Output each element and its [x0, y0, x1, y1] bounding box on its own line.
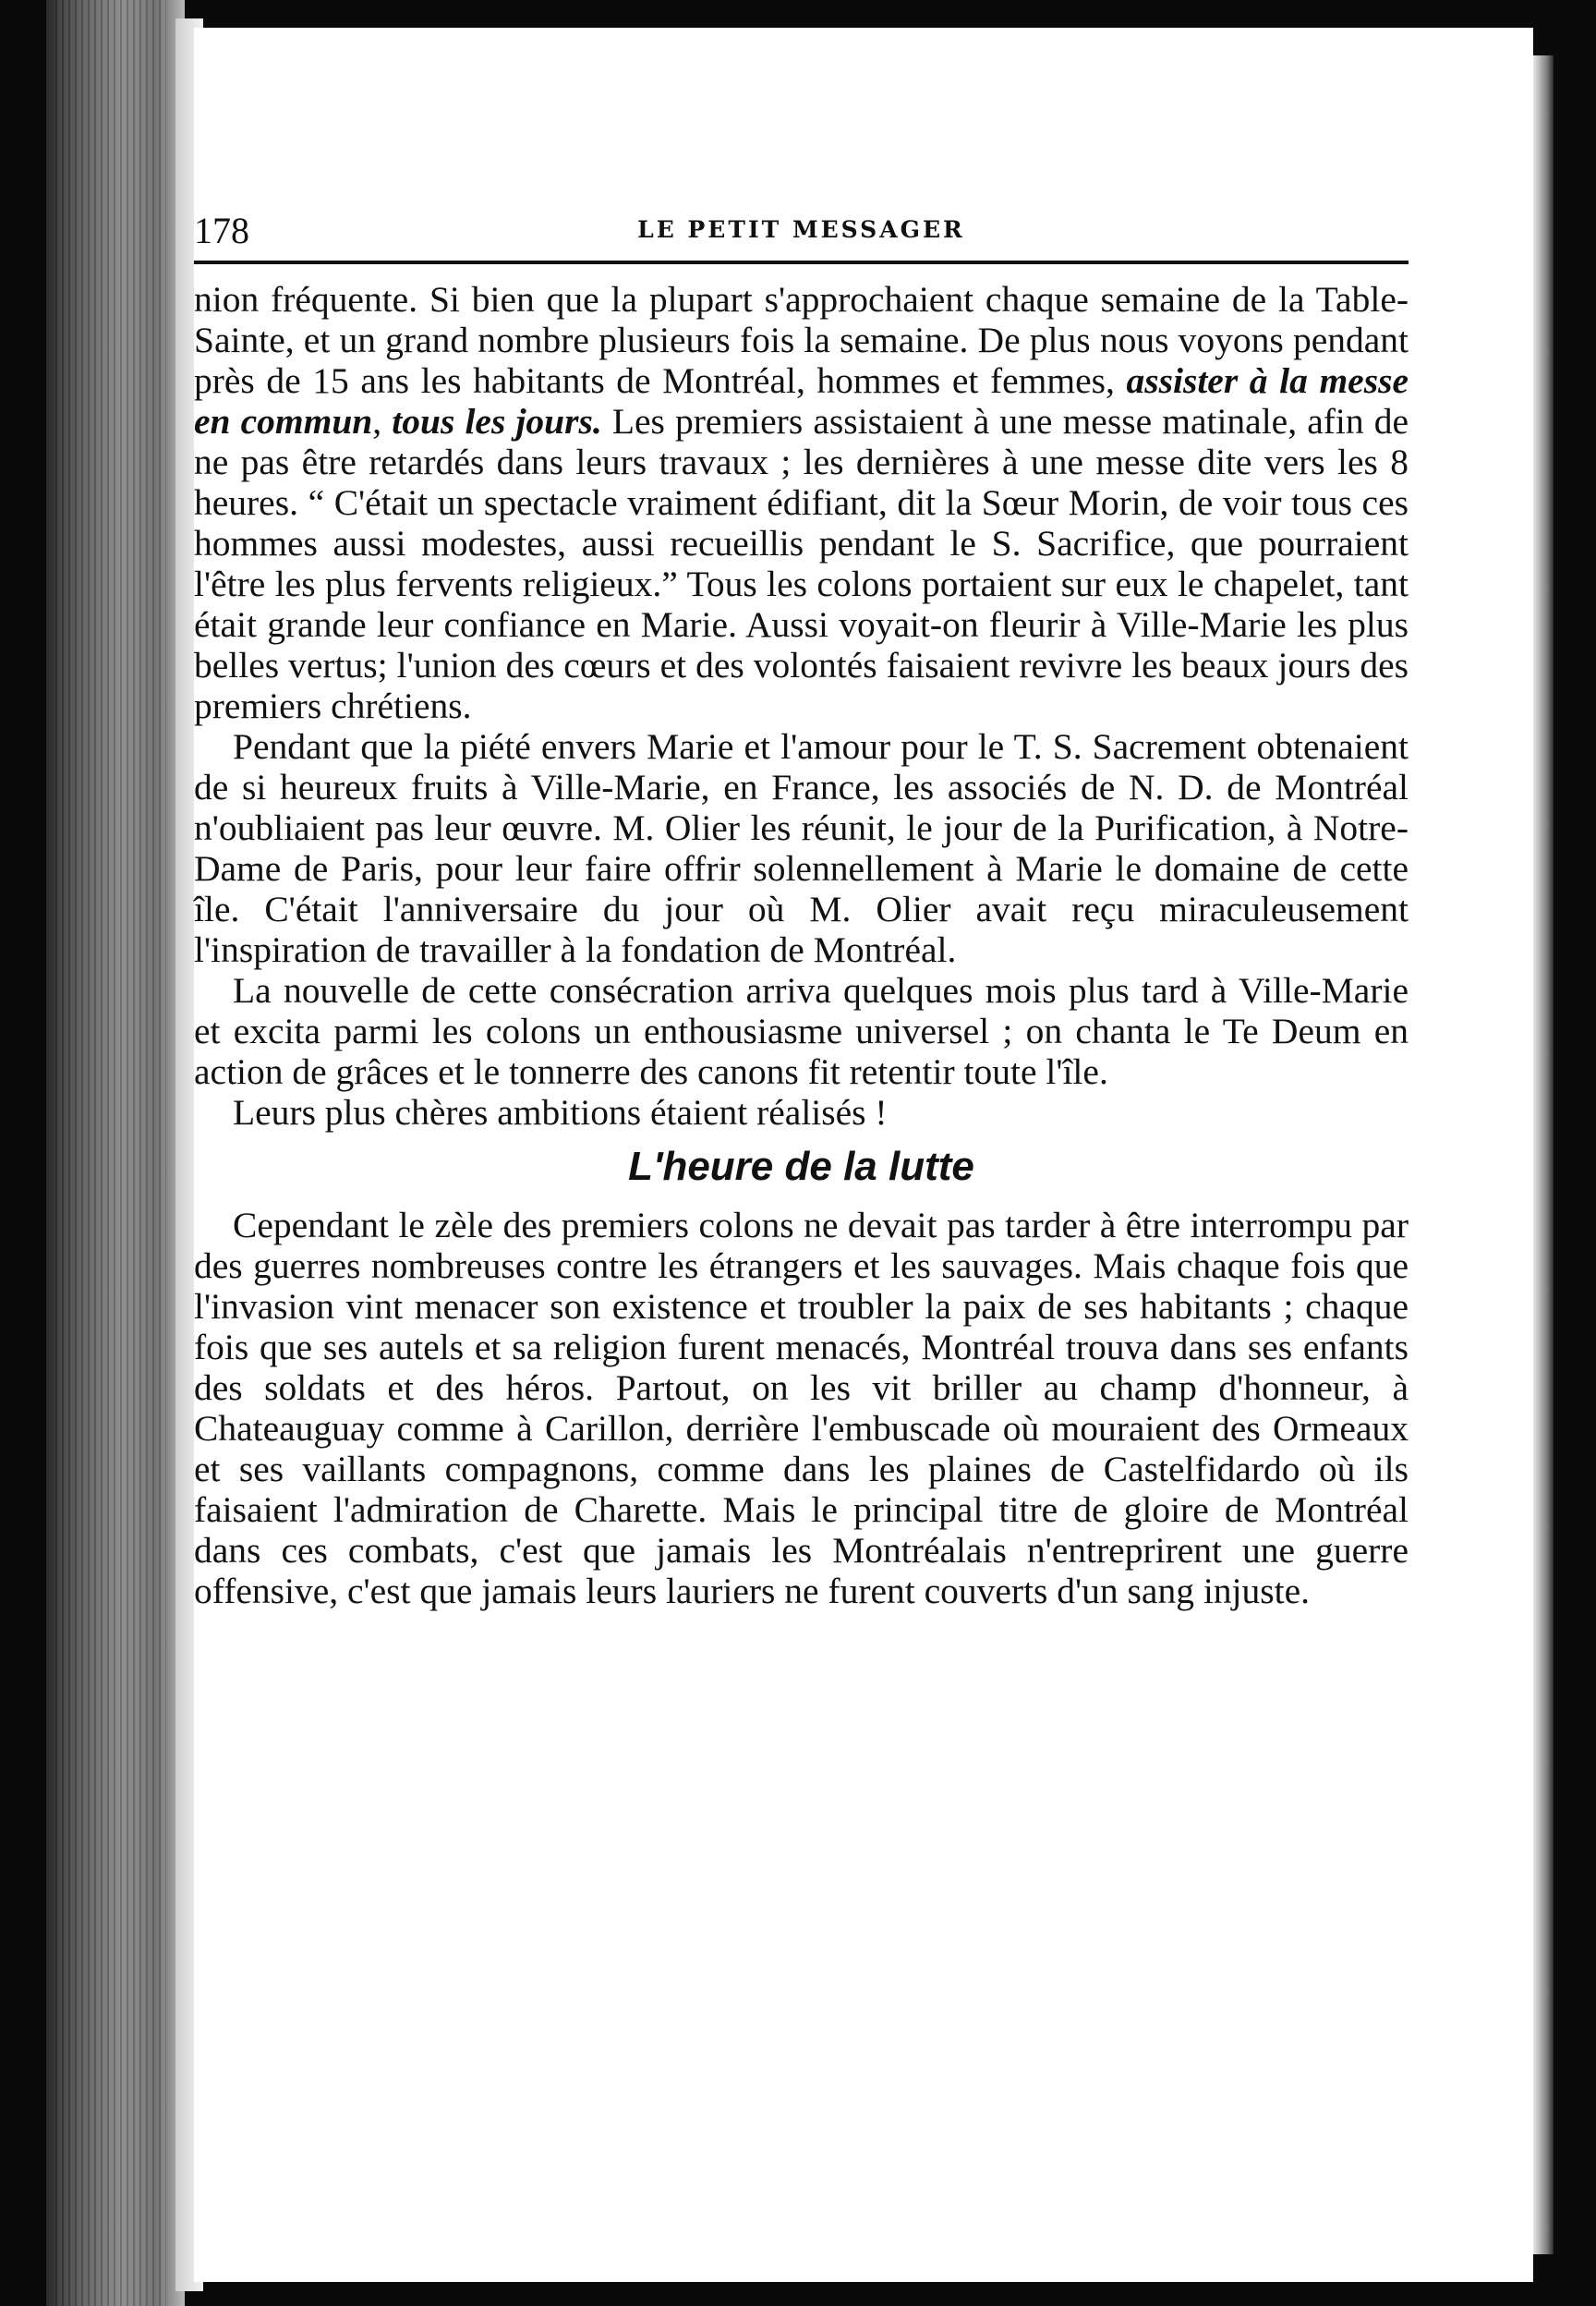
paragraph: Cependant le zèle des premiers colons ne devait pas tarder à être interrompu par des guerres nombreuses contre les étrangers et les sauvages. Mais chaque fois que l'invasion vint menacer son existence et troubler la paix de ses habitants ; chaque fois que ses autels et sa religion furent menacés, Montréal trouva dans ses enfants des soldats et des héros. Partout, on les vit briller au champ d'honneur, à Chateauguay comme à Carillon, derrière l'embuscade où mouraient des Ormeaux et ses vaillants compagnons, comme dans les plaines de Castelfidardo où ils faisaient l'admiration de Charette. Mais le principal titre de gloire de Montréal dans ces combats, c'est que jamais les Montréalais n'entreprirent une guerre offensive, c'est que jamais leurs lauriers ne furent couverts d'un sang injuste.: [194, 1205, 1409, 1611]
paragraph: Leurs plus chères ambitions étaient réalisés !: [233, 1092, 888, 1133]
body-text: [194, 279, 1409, 1611]
text-run: nion fréquente. Si bien que la plupart s'approchaient chaque semaine de la Table-Sainte, et un grand nombre plusieurs fois la semaine. De plus nous voyons pendant près de 15 ans les habitants de Montréal, hommes et femmes,: [194, 279, 1409, 401]
text-run: ,: [372, 401, 393, 442]
page-number: 178: [194, 210, 249, 251]
running-title: LE PETIT MESSAGER: [637, 216, 965, 243]
page-stack-edges: [55, 0, 166, 2306]
paragraph: La nouvelle de cette consécration arriva quelques mois plus tard à Ville-Marie et excita parmi les colons un enthousiasme universel ; on chanta le Te Deum en action de grâces et le tonnerre des canons fit retentir toute l'île.: [194, 970, 1409, 1092]
page-right-edge: [1533, 55, 1554, 2254]
page-header: [194, 205, 1409, 264]
emphasis: tous les jours.: [392, 401, 602, 442]
emphasis: assister à la messe en commun: [194, 360, 1409, 442]
paragraph: Pendant que la piété envers Marie et l'amour pour le T. S. Sacrement obtenaient de si heureux fruits à Ville-Marie, en France, les associés de N. D. de Montréal n'oubliaient pas leur œuvre. M. Olier les réunit, le jour de la Purification, à Notre-Dame de Paris, pour leur faire offrir solennellement à Marie le domaine de cette île. C'était l'anniversaire du jour où M. Olier avait reçu miraculeusement l'inspiration de travailler à la fondation de Montréal.: [194, 726, 1409, 970]
section-heading: L'heure de la lutte: [628, 1144, 974, 1189]
paragraph: [194, 279, 1409, 726]
text-run: Les premiers assistaient à une messe matinale, afin de ne pas être retardés dans leurs travaux ; les dernières à une messe dite vers les 8 heures. “ C'était un spectacle vraiment édifiant, dit la Sœur Morin, de voir tous ces hommes aussi modestes, aussi recueillis pendant le S. Sacrifice, que pourraient l'être les plus fervents religieux.” Tous les colons portaient sur eux le chapelet, tant était grande leur confiance en Marie. Aussi voyait-on fleurir à Ville-Marie les plus belles vertus; l'union des cœurs et des volontés faisaient revivre les beaux jours des premiers chrétiens.: [194, 401, 1409, 726]
